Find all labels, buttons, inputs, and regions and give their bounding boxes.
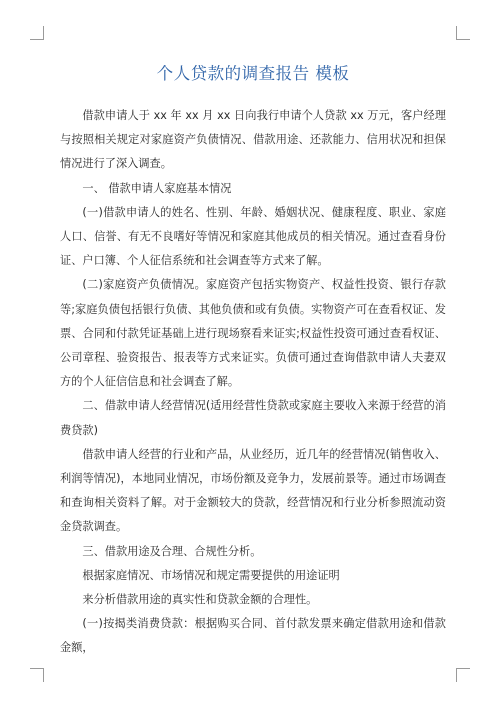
heading-section-1: 一、 借款申请人家庭基本情况: [82, 181, 232, 195]
paragraph-2: 借款申请人经营的行业和产品，从业经历，近几年的经营情况(销售收入、利润等情况)，本地同业情况，市场份额及竞争力，发展前景等。通过市场调查和查询相关资料了解。对于金额较大的贷款，经营情况和行业分析参照流动资金贷款调查。: [60, 447, 446, 534]
crop-mark-top-left: [30, 26, 44, 40]
paragraph-3-b: 来分析借款用途的真实性和贷款金额的合理性。: [82, 593, 318, 607]
crop-mark-bottom-right: [456, 668, 470, 682]
paragraph-3-a: 根据家庭情况、市场情况和规定需要提供的用途证明: [82, 568, 340, 582]
heading-section-2: 二、借款申请人经营情况(适用经营性贷款或家庭主要收入来源于经营的消费贷款): [60, 399, 446, 437]
document-page: [60, 60, 446, 661]
crop-mark-top-right: [456, 26, 470, 40]
paragraph-3-1: (一)按揭类消费贷款：根据购买合同、首付款发票来确定借款用途和借款金额，: [60, 617, 446, 655]
document-title: 个人贷款的调查报告 模板: [156, 64, 350, 83]
paragraph-1-2: (二)家庭资产负债情况。家庭资产包括实物资产、权益性投资、银行存款等;家庭负债包括银行负债、其他负债和或有负债。实物资产可在查看权证、发票、合同和付款凭证基础上进行现场察看来证实;权益性投资可通过查看权证、公司章程、验资报告、报表等方式来证实。负债可通过查询借款申请人夫妻双方的个人征信信息和社会调查了解。: [60, 278, 446, 389]
paragraph-intro: 借款申请人于 xx 年 xx 月 xx 日向我行申请个人贷款 xx 万元，客户经理与按照相关规定对家庭资产负债情况、借款用途、还款能力、信用状况和担保情况进行了深入调查。: [60, 109, 446, 171]
crop-mark-bottom-left: [30, 668, 44, 682]
heading-section-3: 三、借款用途及合理、合规性分析。: [82, 544, 262, 558]
paragraph-1-1: (一)借款申请人的姓名、性别、年龄、婚姻状况、健康程度、职业、家庭人口、信誉、有无不良嗜好等情况和家庭其他成员的相关情况。通过查看身份证、户口簿、个人征信系统和社会调查等方式来了解。: [60, 205, 446, 268]
